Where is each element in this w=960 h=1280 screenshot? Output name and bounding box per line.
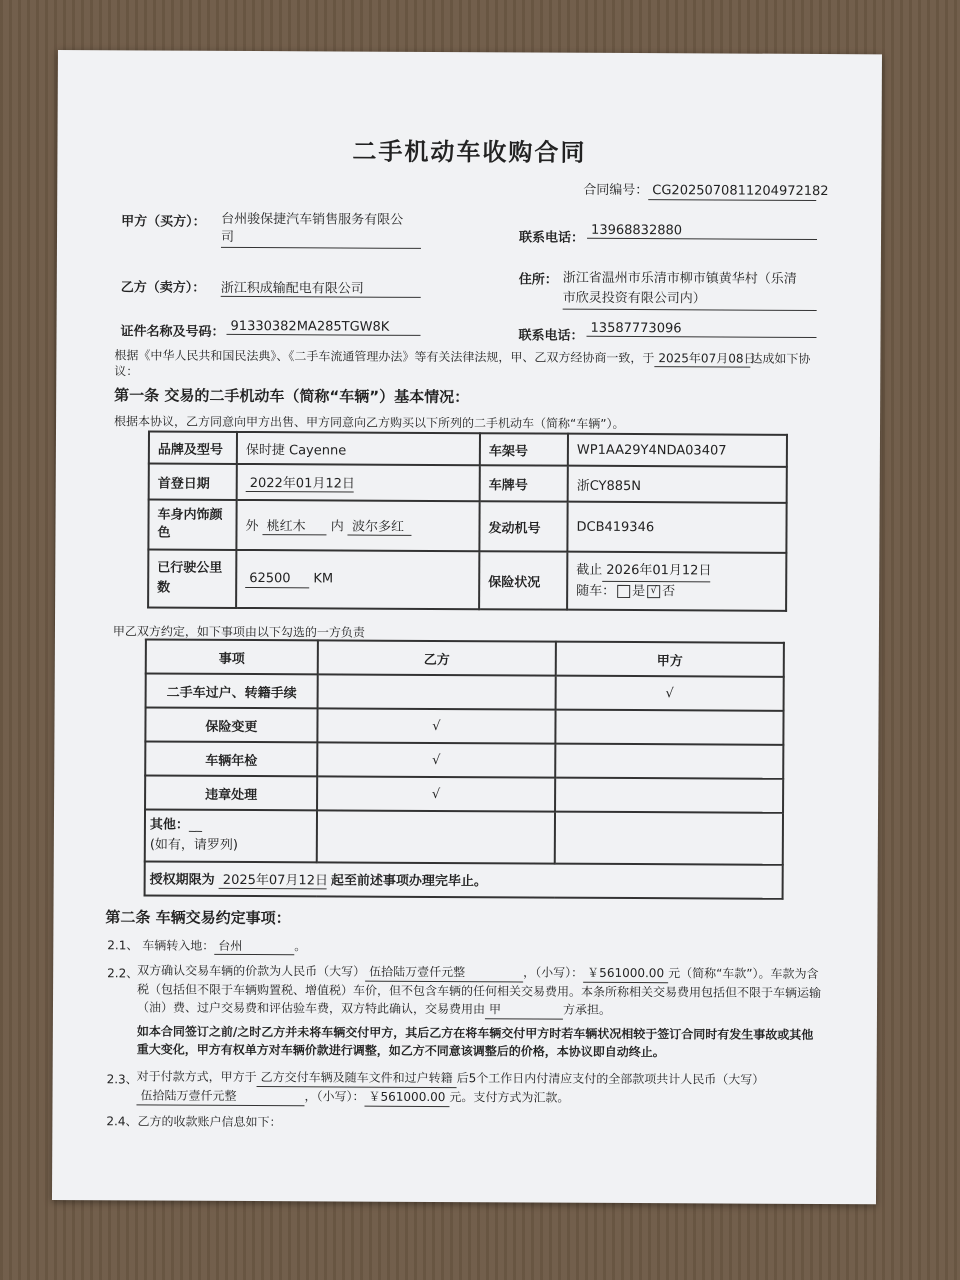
party-b-label: 乙方（卖方）： — [120, 280, 206, 296]
mileage-unit: KM — [313, 570, 334, 586]
clause-2-3-text-d: 元。支付方式为汇款。 — [449, 1090, 570, 1105]
duty-party-b-mark: √ — [317, 708, 555, 743]
party-b-cert-label: 证件名称及号码： — [120, 324, 225, 340]
clause-2-1-label: 车辆转入地： — [142, 938, 215, 953]
clause-2-1-value: 台州 — [214, 937, 294, 955]
clause-2-4: 2.4、乙方的收款账户信息如下： — [106, 1114, 282, 1130]
clause-2-3-price-upper: 伍拾陆万壹仟元整 — [136, 1086, 304, 1106]
party-a-name-line1: 台州骏保捷汽车销售服务有限公 — [221, 211, 404, 228]
mileage-label — [148, 549, 236, 607]
duty-other-note: (如有，请罗列) — [149, 837, 239, 853]
intro-text: 根据《中华人民共和国民法典》、《二手车流通管理办法》等有关法律法规，甲、乙双方经协商一致，于 — [114, 348, 655, 366]
party-a-phone-label: 联系电话： — [518, 230, 585, 246]
vin-label: 车架号 — [480, 433, 568, 465]
duty-row — [145, 741, 783, 778]
vin-value: WP1AA29Y4NDA03407 — [568, 434, 787, 467]
duty-table — [144, 638, 785, 899]
ext-label: 外 — [245, 518, 259, 535]
clause-2-2-text-d: 方承担。 — [562, 1002, 612, 1017]
clause-2-3-condition: 乙方交付车辆及随车文件和过户转籍 — [257, 1068, 457, 1088]
party-b-address-label: 住所： — [518, 272, 558, 288]
intro-date: 2025年07月08日 — [654, 349, 750, 368]
duty-other-value: __ — [188, 817, 202, 833]
reg-date-label: 首登日期 — [149, 463, 237, 499]
duty-item: 二手车过户、转籍手续 — [146, 673, 318, 708]
clause-2-2-payer: 甲 — [485, 1000, 563, 1019]
deadline-label: 授权期限为 — [149, 872, 215, 888]
duty-row — [146, 673, 784, 710]
duty-header-row — [146, 639, 784, 676]
vehicle-row-reg — [149, 463, 787, 502]
follow-yes-label: 是 — [632, 583, 646, 599]
duty-row-other — [145, 809, 783, 864]
clause-2-2 — [137, 961, 821, 1021]
follow-label: 随车： — [576, 583, 616, 599]
insurance-until-line — [576, 560, 777, 582]
party-a-label: 甲方（买方）： — [121, 214, 206, 230]
duty-other-label: 其他： — [149, 817, 189, 833]
duty-row — [145, 707, 783, 744]
duty-row-deadline — [145, 861, 783, 898]
party-a-name-line2: 司 — [220, 229, 235, 245]
reg-date-value: 2022年01月12日 — [246, 472, 354, 493]
brand-label: 品牌及型号 — [149, 431, 237, 463]
duty-party-b-mark — [318, 674, 556, 709]
clause-2-2-text-a: 双方确认交易车辆的价款为人民币（大写） — [137, 963, 366, 979]
duty-header-party-b: 乙方 — [318, 640, 556, 675]
insurance-cell — [567, 552, 786, 611]
brand-value: 保时捷 Cayenne — [237, 432, 480, 465]
party-b-phone-label: 联系电话： — [518, 328, 584, 344]
intro-line2: 议： — [114, 364, 139, 379]
party-a-name — [221, 211, 421, 249]
duty-party-a-mark: √ — [556, 676, 784, 711]
clause-2-2-bold: 如本合同签订之前/之时乙方并未将车辆交付甲方，其后乙方在将车辆交付甲方时若车辆状况相较于签订合同时有发生事故或其他重大变化，甲方有权单方对车辆价款进行调整，如乙方不同意该调整后的价格，本协议即自动终止。 — [136, 1024, 814, 1060]
color-label-1: 车身内饰颜 — [157, 507, 223, 523]
duty-row — [145, 775, 783, 812]
vehicle-row-brand — [149, 431, 787, 466]
article1-sub: 根据本协议，乙方同意向甲方出售、甲方同意向乙方购买以下所列的二手机动车（简称“车辆”）。 — [114, 414, 625, 431]
clause-2-2-num-wrap — [107, 962, 137, 981]
duty-other-cell — [145, 809, 317, 862]
clause-2-2-price-lower: ￥561000.00 — [583, 964, 668, 983]
clause-2-2-num: 2.2、 — [107, 966, 139, 981]
party-b-address — [563, 269, 817, 311]
duty-item: 保险变更 — [145, 707, 317, 742]
contract-page — [52, 50, 882, 1204]
duty-party-b-mark: √ — [317, 776, 555, 811]
insurance-label: 保险状况 — [479, 551, 567, 609]
intro-line1 — [114, 346, 810, 368]
page-title: 二手机动车收购合同 — [352, 137, 587, 167]
clause-2-3-text-b: 后5个工作日内付清应支付的全部款项共计人民币（大写） — [456, 1071, 765, 1087]
color-label — [148, 499, 236, 549]
follow-line — [576, 581, 777, 602]
clause-2-3-price-lower: ￥561000.00 — [364, 1088, 449, 1107]
party-b-address-line1: 浙江省温州市乐清市柳市镇黄华村（乐清 — [562, 270, 797, 287]
deadline-value: 2025年07月12日 — [219, 869, 327, 890]
party-b-cert: 91330382MA285TGW8K — [227, 319, 421, 336]
follow-yes-checkbox[interactable] — [617, 584, 630, 597]
plate-label: 车牌号 — [480, 465, 568, 501]
mileage-value: 62500 — [245, 570, 309, 587]
color-cell — [236, 500, 479, 551]
clause-2-3-num-wrap — [107, 1068, 137, 1087]
article2-heading: 第二条 车辆交易约定事项： — [105, 908, 291, 928]
color-label-2: 色 — [157, 525, 171, 541]
engine-label: 发动机号 — [479, 501, 567, 551]
clause-2-2-text-c: 元（简称“车款”）。车款为含税（包括但不限于车辆购置税、增值税）车价，但不包含车辆的任何相关交易费用。本条所称相关交易费用包括但不限于车辆运输（油）费、过户交易费和评估验车费，双方特此确认，交易费用由 — [136, 966, 822, 1017]
clause-2-3 — [136, 1067, 820, 1109]
vehicle-table — [147, 430, 788, 611]
clause-2-3-num: 2.3、 — [106, 1072, 138, 1087]
int-label: 内 — [330, 519, 344, 535]
duty-party-b-mark: √ — [317, 742, 555, 777]
insurance-until-value: 2026年01月12日 — [602, 560, 710, 582]
follow-no-label: 否 — [662, 583, 676, 599]
mileage-label-2: 数 — [157, 580, 171, 596]
clause-2-3-text-c: ，（小写）： — [304, 1089, 365, 1104]
clause-2-1-end: 。 — [294, 939, 307, 954]
deadline-suffix: 起至前述事项办理完毕止。 — [330, 873, 488, 890]
duty-party-a-mark — [555, 710, 783, 745]
contract-number-label: 合同编号： — [583, 182, 649, 199]
duty-other-party-b — [317, 810, 555, 863]
mileage-label-1: 已行驶公里 — [157, 560, 223, 576]
clause-2-1-num: 2.1、 — [107, 938, 139, 953]
duty-other-party-a — [555, 812, 783, 865]
intro-text-2: 达成如下协 — [750, 351, 811, 366]
duty-party-a-mark — [555, 778, 783, 813]
clause-2-3-text-a: 对于付款方式，甲方于 — [136, 1069, 257, 1085]
insurance-until-label: 截止 — [576, 562, 603, 578]
follow-no-checkbox[interactable]: √ — [647, 585, 660, 598]
reg-date-cell — [237, 464, 480, 501]
duty-header-item: 事项 — [146, 639, 318, 674]
party-b-name: 浙江积成输配电有限公司 — [221, 277, 421, 298]
contract-number — [583, 179, 829, 201]
clause-2-1 — [107, 936, 306, 955]
duty-party-a-mark — [555, 744, 783, 779]
clause-2-2-text-b: ，（小写）： — [523, 965, 584, 980]
engine-value: DCB419346 — [567, 502, 786, 553]
vehicle-row-color — [148, 499, 786, 552]
duty-header-party-a: 甲方 — [556, 642, 784, 677]
party-b-phone: 13587773096 — [587, 321, 817, 338]
ext-color: 桃红木 — [263, 515, 327, 535]
plate-value: 浙CY885N — [568, 466, 787, 503]
party-a-phone: 13968832880 — [587, 223, 817, 240]
int-color: 波尔多红 — [348, 516, 412, 536]
duty-caption: 甲乙双方约定，如下事项由以下勾选的一方负责 — [112, 624, 366, 640]
clause-2-2-price-upper: 伍拾陆万壹仟元整 — [365, 963, 523, 983]
vehicle-row-mileage — [148, 549, 786, 610]
duty-item: 违章处理 — [145, 775, 317, 810]
duty-deadline-cell — [145, 861, 783, 898]
party-b-address-line2: 市欣灵投资有限公司内） — [562, 290, 706, 307]
mileage-cell — [236, 550, 479, 609]
contract-number-value: CG2025070811204972182 — [648, 183, 816, 201]
article1-heading: 第一条 交易的二手机动车（简称“车辆”）基本情况： — [114, 386, 470, 407]
duty-item: 车辆年检 — [145, 741, 317, 776]
